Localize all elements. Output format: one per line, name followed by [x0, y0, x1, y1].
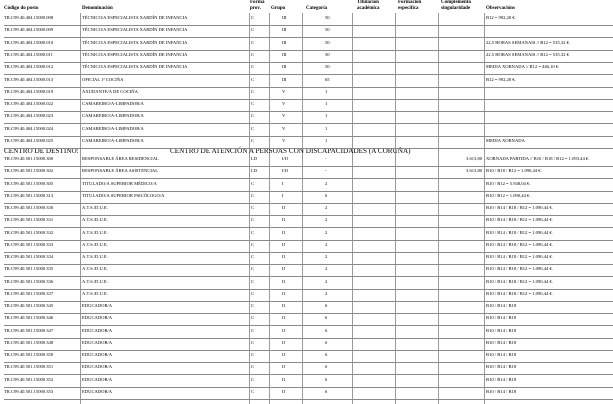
- cell-denominacion: A.T.S./D.U.E.: [82, 229, 108, 235]
- cell-grupo: II: [282, 339, 286, 345]
- cell-codigo: TR.C99.40.501.15000.333: [4, 241, 54, 247]
- cell-forma: C: [251, 192, 255, 198]
- cell-categoria: 2: [325, 217, 328, 223]
- cell-categoria: -: [325, 156, 327, 161]
- row-divider: [4, 252, 613, 253]
- cell-grupo: II: [282, 352, 286, 357]
- cell-grupo: V: [282, 125, 286, 131]
- cell-denominacion: A.T.S./D.U.E.: [82, 278, 108, 284]
- row-divider: [4, 240, 613, 241]
- cell-categoria: 50: [325, 39, 330, 45]
- cell-categoria: -: [325, 168, 327, 174]
- row-divider: [4, 99, 613, 100]
- cell-categoria: 1: [325, 88, 328, 94]
- cell-grupo: V: [282, 113, 286, 119]
- cell-grupo: I/II: [282, 156, 288, 161]
- cell-grupo: I: [282, 192, 284, 198]
- table-row: [0, 217, 613, 228]
- row-divider: [4, 276, 613, 277]
- table-row: [0, 77, 613, 88]
- table-row: [0, 27, 613, 38]
- cell-denominacion: TÉCNICO/A ESPECIALISTA XARDÍN DE INFANCIA: [82, 51, 188, 57]
- row-divider: [4, 203, 613, 204]
- row-divider: [4, 37, 613, 38]
- cell-forma: LD: [251, 156, 258, 161]
- cell-codigo: TR.C99.40.404.15000.011: [4, 51, 53, 57]
- header-observaciones: Observacións: [486, 6, 515, 11]
- table-row: [0, 168, 613, 179]
- table-row: [0, 193, 613, 204]
- cell-observaciones: B12 = 992,20 €.: [486, 76, 516, 82]
- cell-denominacion: TÉCNICO/A ESPECIALISTA XARDÍN DE INFANCIA: [82, 15, 188, 20]
- row-divider: [4, 62, 613, 63]
- cell-codigo: TR.C99.40.501.15000.313: [4, 192, 54, 198]
- cell-denominacion: EDUCADOR/A: [82, 376, 113, 382]
- cell-grupo: II: [282, 205, 286, 210]
- cell-categoria: 6: [325, 315, 328, 321]
- cell-denominacion: TITULADO/A SUPERIOR PSICÓLOGO/A: [82, 192, 165, 198]
- cell-complemento: 3.613,80: [466, 156, 483, 161]
- cell-forma: C: [251, 254, 255, 259]
- cell-categoria: 1: [325, 101, 328, 107]
- cell-observaciones: B10 / B14 / B18: [486, 327, 517, 333]
- cell-codigo: TR.C99.40.404.15000.022: [4, 101, 54, 107]
- cell-codigo: TR.C99.40.404.15000.024: [4, 125, 54, 131]
- cell-codigo: TR.C99.40.501.15000.345: [4, 303, 54, 308]
- cell-grupo: I/II: [282, 168, 288, 174]
- row-divider: [4, 301, 613, 302]
- row-divider: [4, 25, 613, 26]
- table-row: [0, 156, 613, 167]
- cell-categoria: 6: [325, 327, 328, 333]
- cell-codigo: TR.C99.40.501.15000.353: [4, 388, 54, 394]
- cell-grupo: II: [282, 266, 286, 272]
- cell-denominacion: TÉCNICO/A ESPECIALISTA XARDÍN DE INFANCIA: [82, 27, 188, 33]
- cell-codigo: TR.C99.40.501.15000.336: [4, 278, 54, 284]
- row-divider: [4, 264, 613, 265]
- cell-codigo: TR.C99.40.501.15000.346: [4, 315, 54, 321]
- cell-denominacion: A.T.S./D.U.E.: [82, 217, 108, 223]
- cell-categoria: 50: [325, 64, 330, 70]
- cell-codigo: TR.C99.40.501.15000.337: [4, 290, 54, 296]
- row-divider: [4, 338, 613, 339]
- cell-grupo: V: [282, 88, 286, 94]
- table-row: [0, 377, 613, 388]
- table-row: [0, 315, 613, 326]
- cell-categoria: 2: [325, 254, 328, 259]
- row-divider: [4, 191, 613, 192]
- row-divider: [4, 166, 613, 167]
- cell-categoria: 2: [325, 278, 328, 284]
- header-titulacion-1: Titulación: [357, 0, 379, 5]
- cell-forma: C: [251, 327, 255, 333]
- cell-grupo: II: [282, 290, 286, 296]
- header-titulacion-2: académica: [357, 6, 380, 11]
- cell-grupo: II: [282, 303, 286, 308]
- cell-observaciones: MEDIA XORNADA: [486, 138, 525, 143]
- cell-codigo: TR.C99.40.501.15000.332: [4, 229, 54, 235]
- cell-denominacion: EDUCADOR/A: [82, 352, 113, 357]
- cell-denominacion: A.T.S./D.U.E.: [82, 290, 108, 296]
- cell-forma: C: [251, 27, 255, 33]
- row-divider: [4, 87, 613, 88]
- cell-observaciones: B10 / B14 / B18 / B12 = 1.090,44 €.: [486, 241, 553, 247]
- cell-forma: LD: [251, 168, 258, 174]
- cell-codigo: TR.C99.40.404.15000.019: [4, 88, 54, 94]
- cell-codigo: TR.C99.40.501.15000.350: [4, 352, 54, 357]
- cell-categoria: 2: [325, 180, 328, 186]
- cell-codigo: TR.C99.40.404.15000.025: [4, 138, 54, 143]
- row-divider: [4, 350, 613, 351]
- header-grupo: Grupo: [271, 6, 286, 11]
- cell-grupo: II: [282, 278, 286, 284]
- cell-categoria: 1: [325, 138, 328, 143]
- cell-denominacion: TÉCNICO/A ESPECIALISTA XARDÍN DE INFANCIA: [82, 64, 188, 70]
- cell-observaciones: B10 / B14 / B18 / B12 = 1.090,44 €.: [486, 266, 553, 272]
- cell-forma: C: [251, 88, 255, 94]
- cell-denominacion: EDUCADOR/A: [82, 303, 113, 308]
- table-row: [0, 138, 613, 149]
- table-row: [0, 230, 613, 241]
- table-row: [0, 52, 613, 63]
- cell-categoria: 2: [325, 266, 328, 272]
- header-complemento-1: Complemento: [441, 0, 471, 5]
- cell-grupo: III: [282, 27, 287, 33]
- cell-grupo: II: [282, 229, 286, 235]
- cell-denominacion: TITULADO/A SUPERIOR MÉDICO/A: [82, 180, 157, 186]
- cell-denominacion: EDUCADOR/A: [82, 327, 113, 333]
- table-row: [0, 242, 613, 253]
- cell-categoria: 6: [325, 192, 328, 198]
- cell-grupo: II: [282, 327, 286, 333]
- cell-forma: C: [251, 290, 255, 296]
- cell-forma: C: [251, 51, 255, 57]
- cell-denominacion: A.T.S./D.U.E.: [82, 205, 108, 210]
- cell-categoria: 6: [325, 352, 328, 357]
- header-formacion-2: específica: [398, 6, 419, 11]
- cell-observaciones: MEDIA XORNADA // B12 = 446,10 €.: [486, 64, 560, 70]
- cell-grupo: III: [282, 76, 287, 82]
- cell-denominacion: CAMAREIRO/A-LIMPADOR/A: [82, 101, 144, 107]
- cell-codigo: TR.C99.40.404.15000.010: [4, 39, 54, 45]
- cell-denominacion: RESPONSABLE ÁREA RESIDENCIAL: [82, 156, 159, 161]
- cell-categoria: 6: [325, 339, 328, 345]
- cell-grupo: V: [282, 138, 286, 143]
- row-divider: [4, 123, 613, 124]
- table-row: [0, 279, 613, 290]
- cell-forma: C: [251, 125, 255, 131]
- cell-grupo: III: [282, 64, 287, 70]
- cell-observaciones: B10 / B14 / B18 / B12 = 1.090,44 €.: [486, 290, 553, 296]
- row-divider: [4, 111, 613, 112]
- header-forma: Forma: [250, 0, 265, 5]
- row-divider: [4, 289, 613, 290]
- table-row: [0, 364, 613, 375]
- cell-forma: C: [251, 266, 255, 272]
- cell-forma: C: [251, 113, 255, 119]
- cell-categoria: 50: [325, 51, 330, 57]
- cell-denominacion: EDUCADOR/A: [82, 339, 113, 345]
- cell-categoria: 6: [325, 376, 328, 382]
- cell-forma: C: [251, 64, 255, 70]
- table-row: [0, 89, 613, 100]
- cell-observaciones: B10 / B14 / B18: [486, 339, 517, 345]
- cell-denominacion: CAMAREIRO/A-LIMPADOR/A: [82, 138, 144, 143]
- row-divider: [4, 374, 613, 375]
- center-destination-name: CENTRO DE ATENCIÓN A PERSOAS CON DISCAPACIDADES (A CORUÑA): [170, 147, 411, 155]
- header-codigo: Código do posto: [4, 6, 39, 11]
- row-divider: [4, 148, 613, 149]
- cell-forma: C: [251, 205, 255, 210]
- table-row: [0, 126, 613, 137]
- cell-denominacion: EDUCADOR/A: [82, 315, 113, 321]
- row-divider: [4, 50, 613, 51]
- row-divider: [4, 362, 613, 363]
- table-row: [0, 352, 613, 363]
- cell-grupo: II: [282, 376, 286, 382]
- cell-denominacion: AXUDANTE/A DE COCIÑA: [82, 88, 138, 94]
- cell-observaciones: B10 / B14 / B18 / B12 = 1.090,44 €.: [486, 254, 553, 259]
- cell-complemento: 3.613,80: [466, 168, 483, 174]
- table-row: [0, 340, 613, 351]
- cell-codigo: TR.C99.40.501.15000.302: [4, 168, 54, 174]
- row-divider: [4, 399, 613, 400]
- cell-codigo: TR.C99.40.404.15000.012: [4, 64, 54, 70]
- cell-codigo: TR.C99.40.404.15000.008: [4, 15, 54, 20]
- table-row: [0, 64, 613, 75]
- cell-forma: C: [251, 352, 255, 357]
- cell-observaciones: B10 / B12 = 1.090,44 €.: [486, 192, 531, 198]
- cell-grupo: III: [282, 39, 287, 45]
- cell-forma: C: [251, 376, 255, 382]
- cell-forma: C: [251, 217, 255, 223]
- cell-denominacion: A.T.S./D.U.E.: [82, 254, 108, 259]
- cell-observaciones: 22,5 HORAS SEMANAIS // B12 = 535,32 €.: [486, 51, 571, 57]
- cell-codigo: TR.C99.40.404.15000.013: [4, 76, 54, 82]
- cell-observaciones: B10 / B12 = 5.948,04 €.: [486, 180, 531, 186]
- cell-observaciones: B10 / B14 / B18 / B12 = 1.090,44 €.: [486, 205, 553, 210]
- cell-codigo: TR.C99.40.501.15000.331: [4, 217, 54, 223]
- cell-observaciones: B10 / B14 / B18: [486, 388, 517, 394]
- cell-forma: C: [251, 39, 255, 45]
- cell-observaciones: B10 / B14 / B18: [486, 364, 517, 370]
- cell-denominacion: OFICIAL 1ª COCIÑA: [82, 76, 124, 82]
- table-row: [0, 389, 613, 400]
- cell-observaciones: B10 / B14 / B18: [486, 303, 517, 308]
- header-formacion-1: Formación: [398, 0, 422, 5]
- cell-codigo: TR.C99.40.501.15000.334: [4, 254, 54, 259]
- cell-categoria: 50: [325, 15, 330, 20]
- cell-codigo: TR.C99.40.404.15000.023: [4, 113, 54, 119]
- cell-codigo: TR.C99.40.501.15000.300: [4, 156, 54, 161]
- row-divider: [4, 387, 613, 388]
- cell-observaciones: B10 / B14 / B18: [486, 376, 517, 382]
- cell-forma: C: [251, 241, 255, 247]
- row-divider: [4, 74, 613, 75]
- cell-observaciones: B10 / B14 / B18: [486, 352, 517, 357]
- table-row: [0, 266, 613, 277]
- cell-forma: C: [251, 180, 255, 186]
- cell-codigo: TR.C99.40.501.15000.352: [4, 376, 54, 382]
- cell-denominacion: TÉCNICO/A ESPECIALISTA XARDÍN DE INFANCIA: [82, 39, 188, 45]
- cell-categoria: 50: [325, 27, 330, 33]
- cell-forma: C: [251, 229, 255, 235]
- table-row: [0, 205, 613, 216]
- cell-denominacion: EDUCADOR/A: [82, 388, 113, 394]
- cell-codigo: TR.C99.40.501.15000.335: [4, 266, 54, 272]
- cell-observaciones: B10 / B14 / B18 / B12 = 1.090,44 €.: [486, 229, 553, 235]
- table-row: [0, 328, 613, 339]
- cell-categoria: 2: [325, 229, 328, 235]
- header-prov: prov.: [250, 6, 261, 11]
- cell-denominacion: A.T.S./D.U.E.: [82, 241, 108, 247]
- table-row: [0, 40, 613, 51]
- cell-grupo: II: [282, 241, 286, 247]
- cell-observaciones: B10 / B14 / B18: [486, 315, 517, 321]
- table-row: [0, 291, 613, 302]
- table-row: [0, 113, 613, 124]
- cell-categoria: 1: [325, 125, 328, 131]
- cell-denominacion: CAMAREIRO/A-LIMPADOR/A: [82, 113, 144, 119]
- cell-grupo: II: [282, 364, 286, 370]
- row-divider: [4, 313, 613, 314]
- cell-codigo: TR.C99.40.501.15000.305: [4, 180, 54, 186]
- cell-observaciones: B10 / B18 / B12 = 1.090,44 €.: [486, 168, 542, 174]
- table-row: [0, 181, 613, 192]
- table-row: [0, 101, 613, 112]
- cell-codigo: TR.C99.40.404.15000.009: [4, 27, 54, 33]
- cell-forma: C: [251, 138, 255, 143]
- cell-observaciones: B12 = 992,20 €.: [486, 15, 516, 20]
- cell-forma: C: [251, 364, 255, 370]
- cell-forma: C: [251, 278, 255, 284]
- cell-forma: C: [251, 388, 255, 394]
- table-row: [0, 15, 613, 26]
- cell-categoria: 2: [325, 205, 328, 210]
- cell-grupo: V: [282, 101, 286, 107]
- cell-categoria: 2: [325, 290, 328, 296]
- cell-categoria: 6: [325, 388, 328, 394]
- cell-observaciones: 22,5 HORAS SEMANAIS // B12 = 535,32 €.: [486, 39, 571, 45]
- cell-forma: C: [251, 76, 255, 82]
- cell-grupo: I: [282, 180, 284, 186]
- center-destination-label: CENTRO DE DESTINO:: [4, 147, 79, 155]
- cell-observaciones: B10 / B14 / B18 / B12 = 1.090,44 €.: [486, 217, 553, 223]
- header-categoria: Categoría: [306, 6, 328, 11]
- cell-categoria: 6: [325, 364, 328, 370]
- cell-forma: C: [251, 15, 255, 20]
- cell-grupo: III: [282, 15, 287, 20]
- cell-denominacion: A.T.S./D.U.E.: [82, 266, 108, 272]
- row-divider: [4, 136, 613, 137]
- cell-forma: C: [251, 339, 255, 345]
- cell-denominacion: RESPONSABLE ÁREA ASISTENCIAL: [82, 168, 159, 174]
- cell-forma: C: [251, 315, 255, 321]
- cell-observaciones: B10 / B14 / B18 / B12 = 1.090,44 €.: [486, 278, 553, 284]
- cell-grupo: II: [282, 388, 286, 394]
- row-divider: [4, 227, 613, 228]
- cell-grupo: II: [282, 217, 286, 223]
- row-divider: [4, 215, 613, 216]
- header-denominacion: Denominación: [82, 6, 113, 11]
- cell-codigo: TR.C99.40.501.15000.330: [4, 205, 54, 210]
- table-row: [0, 254, 613, 265]
- header-complemento-2: singularidade: [441, 6, 471, 11]
- cell-denominacion: EDUCADOR/A: [82, 364, 113, 370]
- table-row: [0, 303, 613, 314]
- cell-observaciones: XORNADA PARTIDA // B10 / B18 / B12 = 1.093,44 €.: [486, 156, 590, 161]
- cell-categoria: 2: [325, 241, 328, 247]
- cell-categoria: 6: [325, 303, 328, 308]
- cell-grupo: II: [282, 254, 286, 259]
- cell-codigo: TR.C99.40.501.15000.351: [4, 364, 54, 370]
- cell-categoria: 1: [325, 113, 328, 119]
- cell-codigo: TR.C99.40.501.15000.348: [4, 339, 54, 345]
- cell-codigo: TR.C99.40.501.15000.347: [4, 327, 54, 333]
- cell-forma: C: [251, 101, 255, 107]
- cell-grupo: II: [282, 315, 286, 321]
- cell-grupo: III: [282, 51, 287, 57]
- cell-categoria: 65: [325, 76, 330, 82]
- row-divider: [4, 178, 613, 179]
- cell-forma: C: [251, 303, 255, 308]
- row-divider: [4, 325, 613, 326]
- cell-denominacion: CAMAREIRO/A-LIMPADOR/A: [82, 125, 144, 131]
